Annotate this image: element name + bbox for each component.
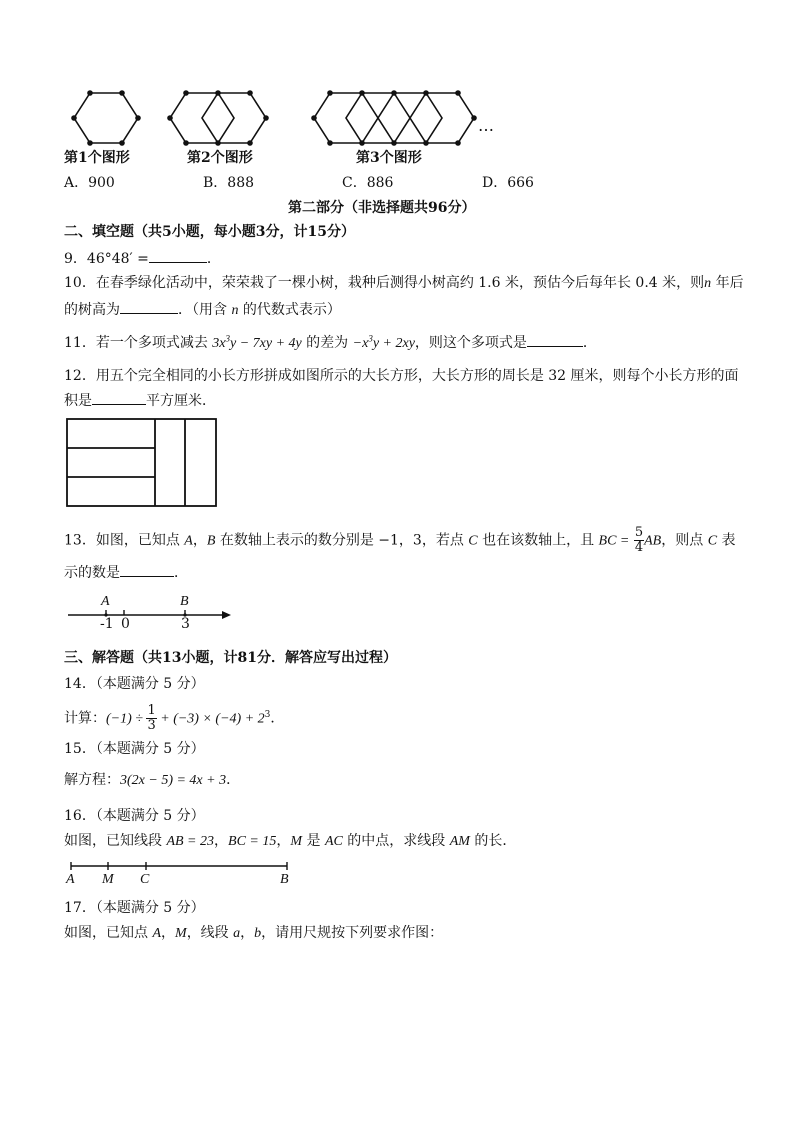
q11-a: 11．若一个多项式减去 [64,335,213,351]
q11-expr1: $3x^3y - 7xy + 4y$ [212,333,302,351]
axis-label-zero: 0 [121,616,130,632]
question-10-line1 [64,273,744,294]
fig2-caption: 第2个图形 [187,150,253,166]
question-13-line2: 示的数是 ． [64,562,188,583]
section2-title: 二、填空题（共5小题，每小题3分，计15分） [64,224,355,240]
hexagon-figure-3 [312,90,482,150]
segment-label-c: C [140,872,150,887]
q17-head: 17．（本题满分 5 分） [64,900,205,916]
question-14-body: 计算：(−1) ÷ $\frac{1}{3}$ + $(-3) \times (-4) + 2^3$． [64,703,285,733]
q9-number: 9． [64,251,87,267]
segment-label-b: B [280,872,289,887]
q11-answer-blank[interactable] [527,332,583,347]
q13-answer-blank[interactable] [120,562,174,577]
fig3-caption: 第3个图形 [356,150,422,166]
section3-title: 三、解答题（共13小题，计81分．解答应写出过程） [64,650,397,666]
option-a: A．900 [64,175,115,191]
number-line [66,596,236,630]
q10-answer-blank[interactable] [120,299,178,314]
hexagon-figure-1 [72,90,142,150]
q10-line2-c: 的代数式表示） [238,302,341,318]
q12-line1: 12．用五个完全相同的小长方形拼成如图所示的大长方形，大长方形的周长是 32 厘米，则每个小长方形的面 [64,368,739,384]
q11-mid: 的差为 [301,335,353,351]
q15-head: 15．（本题满分 5 分） [64,741,205,757]
option-d: D．666 [482,175,534,191]
q14-fraction: $\frac{1}{3}$ [147,703,156,733]
question-10-line2 [64,299,341,321]
rectangle-diagram [66,418,218,508]
q12-line2-b: 平方厘米． [146,393,216,409]
question-13-line1: 13．如图，已知点 A，B 在数轴上表示的数分别是 −1，3，若点 C 也在该数轴上，且 BC = $\frac{5}{4}$ AB，则点 C 表 [64,525,736,555]
axis-label-neg1: -1 [100,616,114,632]
q16-head: 16．（本题满分 5 分） [64,808,205,824]
question-15-body: 解方程：3(2x − 5) = 4x + 3． [64,772,241,788]
q10-line1-end: 年后 [711,275,744,291]
question-16-body: 如图，已知线段 AB = 23，BC = 15，M 是 AC 的中点，求线段 AM 的长． [64,833,517,849]
segment-label-m: M [102,872,114,887]
q10-line1: 10．在春季绿化活动中，荣荣栽了一棵小树，栽种后测得小树高约 1.6 米，预估今后每年长 0.4 米，则 [64,275,705,291]
q11-expr2: $-x^3y + 2xy$ [352,333,415,351]
axis-label-b: B [180,594,189,609]
q10-line2-a: 的树高为 [64,302,120,318]
q9-answer-blank[interactable] [149,248,207,263]
q10-n: n [704,276,712,291]
question-9 [64,248,221,269]
q12-line2-a: 积是 [64,393,92,409]
q9-text: 46°48′ = [86,251,149,267]
q12-answer-blank[interactable] [92,390,146,405]
hexagon-figure-2 [168,90,288,150]
q11-end: ． [582,335,597,351]
axis-label-three: 3 [181,616,190,632]
axis-label-a: A [101,594,110,609]
q14-head: 14．（本题满分 5 分） [64,676,205,692]
option-c: C．886 [342,175,394,191]
q10-n2: n [231,303,239,318]
segment-label-a: A [66,872,75,887]
question-11 [64,332,597,354]
part2-title: 第二部分（非选择题共96分） [288,200,476,216]
q11-b: ，则这个多项式是 [414,335,527,351]
q13-fraction: $\frac{5}{4}$ [634,525,644,555]
q9-end: ． [206,251,221,267]
fig3-ellipsis: … [478,116,494,135]
fig1-caption: 第1个图形 [64,150,130,166]
option-b: B．888 [203,175,255,191]
question-12-line2 [64,390,216,411]
q10-line2-b: ．（用含 [178,302,232,318]
question-17-body: 如图，已知点 A，M，线段 a，b，请用尺规按下列要求作图： [64,925,444,941]
